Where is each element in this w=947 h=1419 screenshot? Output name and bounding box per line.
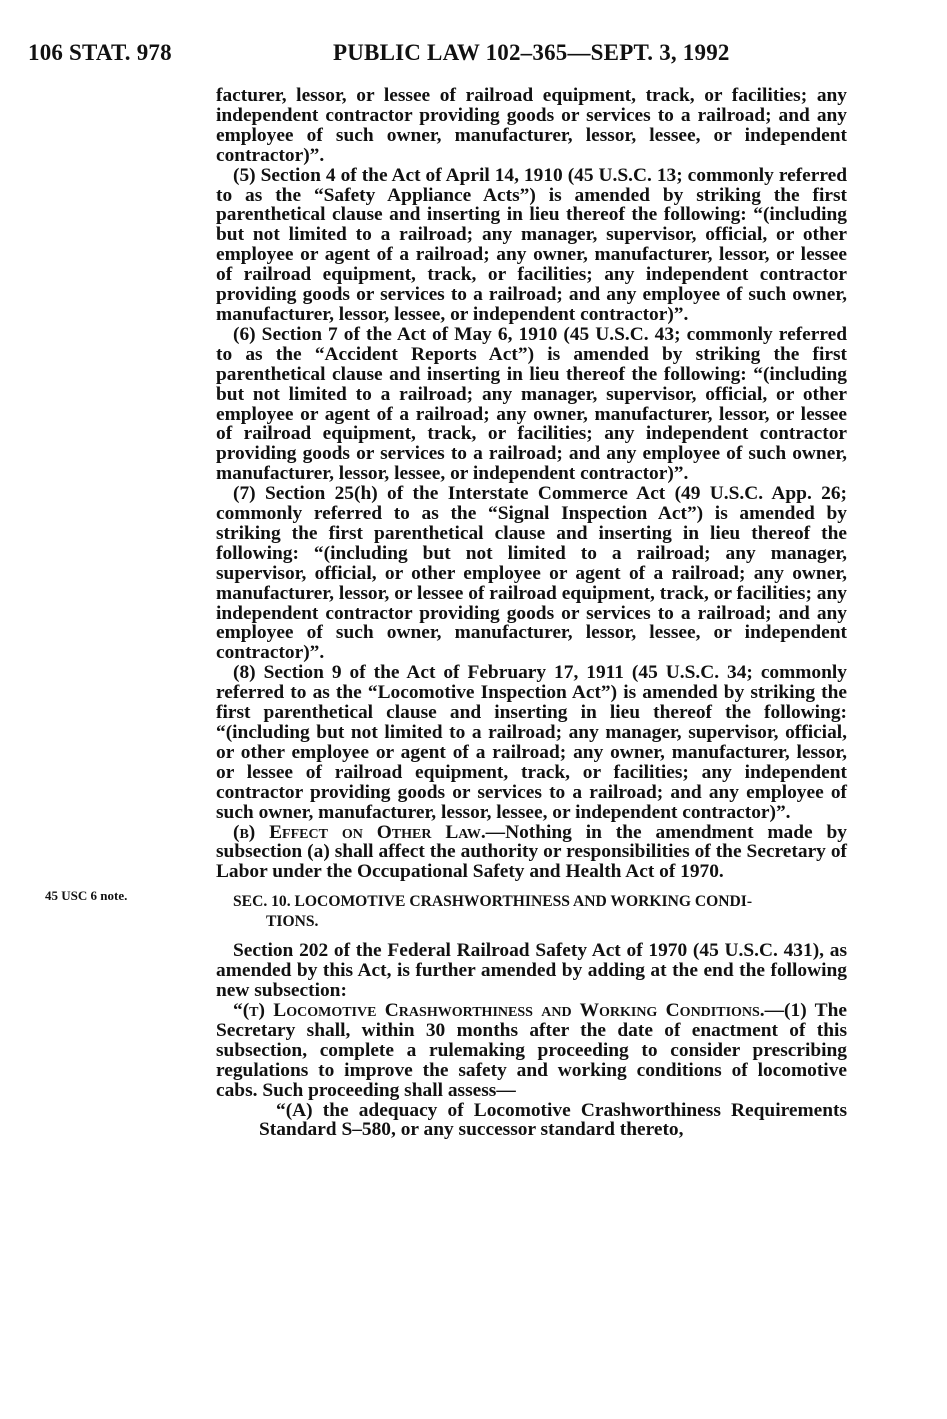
paragraph-continued: facturer, lessor, or lessee of railroad equipment, track, or facilities; any independent contractor providing goods or services to a railroad; and any employee of such owner, manufacturer, lessor, lessee, or independent contractor)”. — [216, 85, 847, 166]
statute-page-number: 106 STAT. 978 — [28, 40, 172, 65]
paragraph-b-heading: (b) Effect on Other Law. — [233, 821, 486, 843]
paragraph-b-text: —Nothing in the amendment made by subsection (a) shall affect the authority or responsibilities of the Secretary of Labor under the Occupational Safety and Health Act of 1970. — [216, 821, 847, 883]
section-10-heading — [216, 892, 847, 931]
public-law-citation: PUBLIC LAW 102–365—SEPT. 3, 1992 — [333, 40, 730, 65]
margin-note: 45 USC 6 note. — [45, 888, 128, 903]
document-body — [216, 86, 847, 1140]
paragraph-8: (8) Section 9 of the Act of February 17, 1911 (45 U.S.C. 34; commonly referred to as the “Locomotive Inspection Act”) is amended by striking the first parenthetical clause and inserting in lieu thereof the following: “(including but not limited to a railroad; any manager, supervisor, official, or other employee or agent of a railroad; any owner, manufacturer, lessor, or lessee of railroad equipment, track, or facilities; any independent contractor providing goods or services to a railroad; and any employee of such owner, manufacturer, lessor, lessee, or independent contractor)”. — [216, 662, 847, 823]
paragraph-t — [216, 1001, 847, 1101]
paragraph-A: “(A) the adequacy of Locomotive Crashworthiness Requirements Standard S–580, or any successor standard thereto, — [259, 1099, 847, 1141]
paragraph-t-heading: “(t) Locomotive Crashworthiness and Working Conditions. — [233, 999, 765, 1021]
paragraph-t-text: —(1) The Secretary shall, within 30 months after the date of enactment of this subsection, complete a rulemaking proceeding to consider prescribing regulations to improve the safety and working conditions of locomotive cabs. Such proceeding shall assess— — [216, 999, 847, 1101]
paragraph-7: (7) Section 25(h) of the Interstate Commerce Act (49 U.S.C. App. 26; commonly referred to as the “Signal Inspection Act”) is amended by striking the first parenthetical clause and inserting in lieu thereof the following: “(including but not limited to a railroad; any manager, supervisor, official, or other employee or agent of a railroad; any owner, manufacturer, lessor, or lessee of railroad equipment, track, or facilities; any independent contractor providing goods or services to a railroad; and any employee of such owner, manufacturer, lessor, lessee, or independent contractor)”. — [216, 483, 847, 664]
paragraph-6: (6) Section 7 of the Act of May 6, 1910 (45 U.S.C. 43; commonly referred to as the “Accident Reports Act”) is amended by striking the first parenthetical clause and inserting in lieu thereof the following: “(including but not limited to a railroad; any manager, supervisor, official, or other employee or agent of a railroad; any owner, manufacturer, lessor, or lessee of railroad equipment, track, or facilities; any independent contractor providing goods or services to a railroad; and any employee of such owner, manufacturer, lessor, lessee, or independent contractor)”. — [216, 323, 847, 485]
paragraph-b — [216, 823, 847, 883]
section-10-heading-line1: SEC. 10. LOCOMOTIVE CRASHWORTHINESS AND WORKING CONDI- — [233, 893, 753, 911]
section-10-heading-line2: TIONS. — [266, 912, 319, 930]
paragraph-5: (5) Section 4 of the Act of April 14, 1910 (45 U.S.C. 13; commonly referred to as the “Safety Appliance Acts”) is amended by striking the first parenthetical clause and inserting in lieu thereof the following: “(including but not limited to a railroad; any manager, supervisor, official, or other employee or agent of a railroad; any owner, manufacturer, lessor, or lessee of railroad equipment, track, or facilities; any independent contractor providing goods or services to a railroad; and any employee of such owner, manufacturer, lessor, lessee, or independent contractor)”. — [216, 164, 847, 325]
paragraph-section-202: Section 202 of the Federal Railroad Safety Act of 1970 (45 U.S.C. 431), as amended by this Act, is further amended by adding at the end the following new subsection: — [216, 940, 847, 1002]
